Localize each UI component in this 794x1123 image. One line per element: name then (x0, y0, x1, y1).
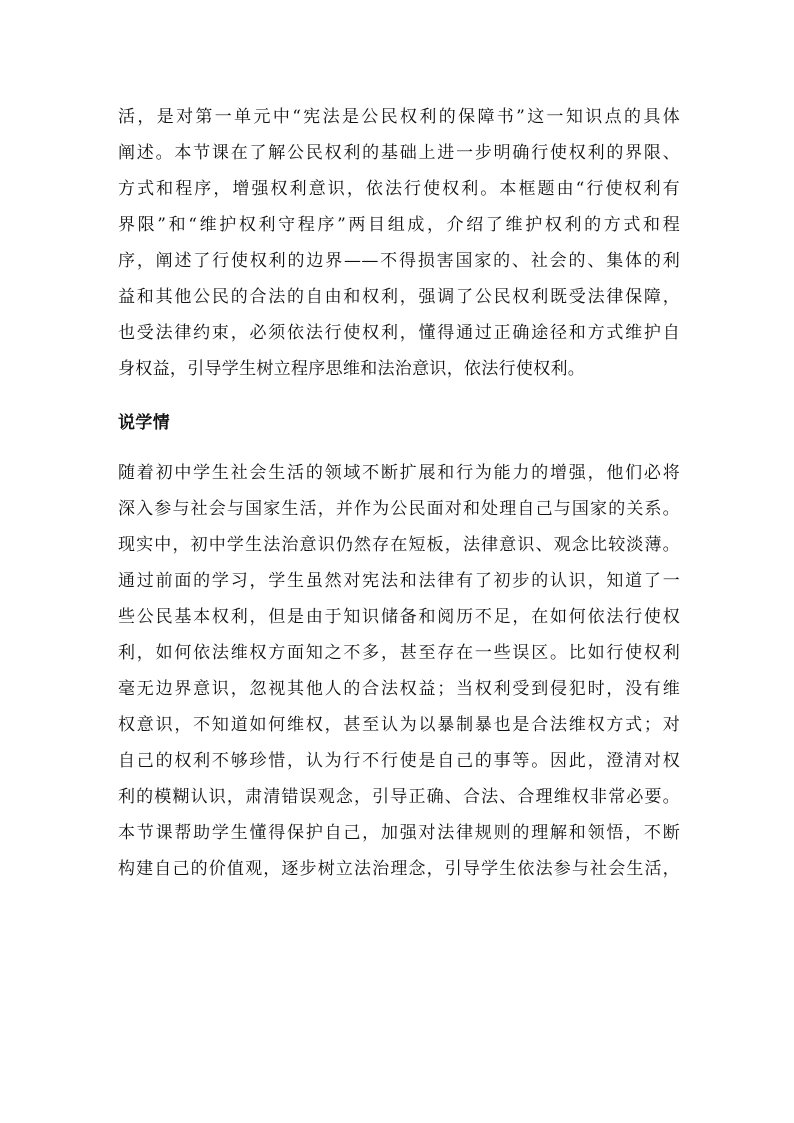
paragraph-student-analysis (118, 455, 680, 887)
text-line: 现实中，初中学生法治意识仍然存在短板，法律意识、观念比较淡薄。 (118, 535, 680, 555)
text-line: 深入参与社会与国家生活，并作为公民面对和处理自己与国家的关系。 (118, 499, 680, 519)
text-line: 方式和程序，增强权利意识，依法行使权利。本框题由“行使权利有 (118, 179, 680, 199)
text-line: 阐述。本节课在了解公民权利的基础上进一步明确行使权利的界限、 (118, 143, 680, 163)
text-line: 利的模糊认识，肃清错误观念，引导正确、合法、合理维权非常必要。 (118, 787, 680, 807)
text-line: 益和其他公民的合法的自由和权利，强调了公民权利既受法律保障， (118, 287, 680, 307)
text-line: 序，阐述了行使权利的边界——不得损害国家的、社会的、集体的利 (118, 251, 680, 271)
text-line: 身权益，引导学生树立程序思维和法治意识，依法行使权利。 (118, 359, 586, 379)
text-line: 毫无边界意识，忽视其他人的合法权益；当权利受到侵犯时，没有维 (118, 679, 680, 699)
text-line: 利，如何依法维权方面知之不多，甚至存在一些误区。比如行使权利 (118, 643, 680, 663)
text-line: 界限”和“维护权利守程序”两目组成，介绍了维护权利的方式和程 (118, 215, 680, 235)
paragraph-teaching-material (118, 99, 680, 387)
text-line: 也受法律约束，必须依法行使权利，懂得通过正确途径和方式维护自 (118, 323, 680, 343)
text-line: 些公民基本权利，但是由于知识储备和阅历不足，在如何依法行使权 (118, 607, 680, 627)
text-line: 本节课帮助学生懂得保护自己，加强对法律规则的理解和领悟，不断 (118, 823, 680, 843)
text-line: 活，是对第一单元中“宪法是公民权利的保障书”这一知识点的具体 (118, 107, 680, 127)
text-line: 构建自己的价值观，逐步树立法治理念，引导学生依法参与社会生活， (118, 859, 680, 879)
text-line: 通过前面的学习，学生虽然对宪法和法律有了初步的认识，知道了一 (118, 571, 680, 591)
text-line: 随着初中学生社会生活的领域不断扩展和行为能力的增强，他们必将 (118, 463, 680, 483)
text-line: 自己的权利不够珍惜，认为行不行使是自己的事等。因此，澄清对权 (118, 751, 680, 771)
text-line: 权意识，不知道如何维权，甚至认为以暴制暴也是合法维权方式；对 (118, 715, 680, 735)
document-body (118, 99, 680, 887)
section-heading: 说学情 (118, 413, 170, 433)
